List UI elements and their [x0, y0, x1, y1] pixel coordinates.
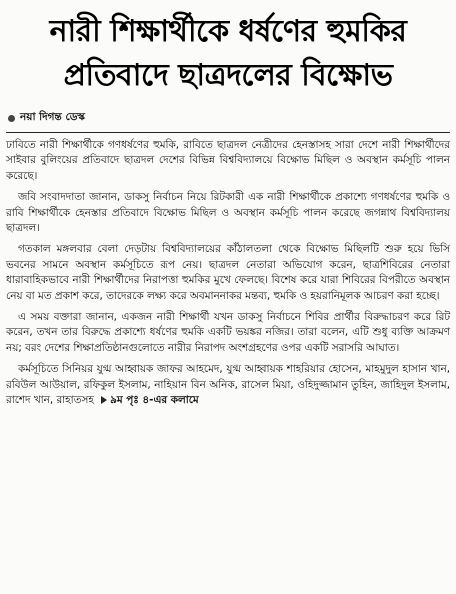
arrow-right-icon — [101, 396, 107, 404]
paragraph-3: গতকাল মঙ্গলবার বেলা দেড়টায় বিশ্ববিদ্যালয়ের কাঁঠালতলা থেকে বিক্ষোভ মিছিলটি শুরু হয়ে ভিসি ভবনের সামনে অবস্থান কর্মসূচিতে রূপ নেয়। ছাত্রদল নেতারা অভিযোগ করেন, ছাত্রশিবিরের নেতারা ধারাবাহিকভাবে নারী শিক্ষার্থীদের নিরাপত্তা হুমকির মুখে ফেলছে। বিশেষ করে যারা শিবিরের বিপরীতে অবস্থান নেয় বা মত প্রকাশ করে, তাদেরকে লক্ষ্য করে অবমাননাকর মন্তব্য, হুমকি ও হয়রানিমূলক আচরণ করা হচ্ছে। — [6, 243, 450, 302]
paragraph-4: এ সময় বক্তারা জানান, একজন নারী শিক্ষার্থী যখন ডাকসু নির্বাচনে শিবির প্রার্থীর বিরুদ্ধাচরণ করে রিট করেন, তখন তার বিরুদ্ধে প্রকাশ্যে ধর্ষণের হুমকি একটি ভয়ঙ্কর নজির। তারা বলেন, এটি শুধু ব্যক্তি আক্রমণ নয়; বরং দেশের শিক্ষাপ্রতিষ্ঠানগুলোতে নারীর নিরাপদ অংশগ্রহণের ওপর একটি সরাসরি আঘাত। — [6, 311, 450, 354]
headline — [6, 10, 450, 98]
byline: নয়া দিগন্ত ডেস্ক — [20, 110, 85, 123]
headline-line-2: প্রতিবাদে ছাত্রদলের বিক্ষোভ — [63, 58, 393, 93]
paragraph-2: জবি সংবাদদাতা জানান, ডাকসু নির্বাচন নিয়ে রিটকারী এক নারী শিক্ষার্থীকে প্রকাশ্যে গণধর্ষণের হুমকি ও রাবি শিক্ষার্থীকে হেনস্তার প্রতিবাদে বিক্ষোভ মিছিল ও অবস্থান কর্মসূচি পালন করেছে জগন্নাথ বিশ্ববিদ্যালয় ছাত্রদল। — [6, 191, 450, 235]
divider — [6, 132, 450, 133]
paragraph-5-text: কর্মসূচিতে সিনিয়র যুগ্ম আহ্বায়ক জাফর আহমেদ, যুগ্ম আহ্বায়ক শাহরিয়ার হোসেন, মাহমুদুল হাসান খান, রবিউল আউয়াল, রফিকুল ইসলাম, নাহিয়ান বিন অনিক, রাসেল মিয়া, ওহিদুজ্জামান তুহিন, জাহিদুল ইসলাম, রাশেদ খান, রাহাতসহ — [6, 363, 450, 407]
article-body — [6, 138, 450, 409]
paragraph-5 — [6, 362, 450, 408]
headline-line-1: নারী শিক্ষার্থীকে ধর্ষণের হুমকির — [49, 14, 407, 49]
byline-row — [6, 110, 450, 126]
continuation-text: ৯ম পৃঃ ৪-এর কলামে — [110, 394, 199, 407]
news-clipping — [6, 6, 450, 586]
continuation-note — [97, 394, 199, 406]
bullet-icon — [8, 115, 15, 122]
paragraph-1: ঢাবিতে নারী শিক্ষার্থীকে গণধর্ষণের হুমকি, রাবিতে ছাত্রদল নেত্রীদের হেনস্তাসহ সারা দেশে নারী শিক্ষার্থীদের সাইবার বুলিংয়ের প্রতিবাদে ছাত্রদল দেশের বিভিন্ন বিশ্ববিদ্যালয়ে বিক্ষোভ মিছিল ও অবস্থান কর্মসূচি পালন করেছে। — [6, 139, 450, 182]
